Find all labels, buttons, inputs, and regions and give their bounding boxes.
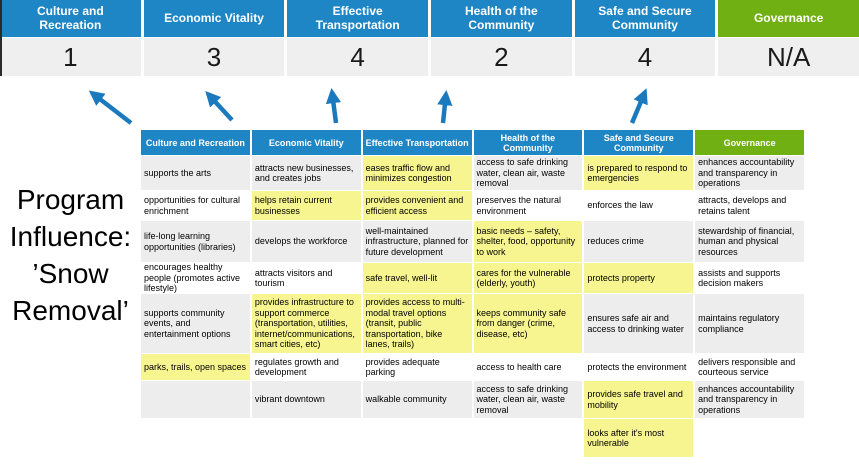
matrix-cell-r2-c1: develops the workforce bbox=[252, 221, 361, 262]
matrix-cell-r1-c2: provides convenient and efficient access bbox=[363, 191, 472, 220]
matrix-cell-r6-c2: walkable community bbox=[363, 381, 472, 418]
matrix-cell-r4-c4: ensures safe air and access to drinking water bbox=[584, 294, 693, 353]
matrix-cell-r4-c1: provides infrastructure to support commerce (transportation, utilities, internet/communications, smart cities, etc) bbox=[252, 294, 361, 353]
arrow-health-community bbox=[443, 94, 446, 123]
matrix-cell-r7-c1 bbox=[252, 419, 361, 457]
matrix-cell-r1-c5: attracts, develops and retains talent bbox=[695, 191, 804, 220]
matrix-cell-r2-c4: reduces crime bbox=[584, 221, 693, 262]
influence-matrix bbox=[141, 130, 804, 457]
matrix-cell-r2-c0: life-long learning opportunities (libraries) bbox=[141, 221, 250, 262]
matrix-cell-r5-c2: provides adequate parking bbox=[363, 354, 472, 380]
matrix-cell-r0-c3: access to safe drinking water, clean air, waste removal bbox=[474, 156, 583, 190]
program-influence-line: Removal’ bbox=[12, 295, 129, 326]
scoreboard-header-2: Effective Transportation bbox=[287, 0, 428, 37]
matrix-cell-r2-c2: well-maintained infrastructure, planned for future development bbox=[363, 221, 472, 262]
program-influence-line: Influence: bbox=[9, 221, 132, 252]
matrix-header-1: Economic Vitality bbox=[252, 130, 361, 155]
matrix-cell-r4-c3: keeps community safe from danger (crime, disease, etc) bbox=[474, 294, 583, 353]
matrix-cell-r4-c5: maintains regulatory compliance bbox=[695, 294, 804, 353]
scoreboard-header-0: Culture and Recreation bbox=[0, 0, 141, 37]
matrix-cell-r3-c4: protects property bbox=[584, 263, 693, 293]
scoreboard bbox=[0, 0, 859, 76]
matrix-cell-r5-c4: protects the environment bbox=[584, 354, 693, 380]
matrix-cell-r0-c4: is prepared to respond to emergencies bbox=[584, 156, 693, 190]
matrix-cell-r0-c1: attracts new businesses, and creates jobs bbox=[252, 156, 361, 190]
matrix-cell-r6-c4: provides safe travel and mobility bbox=[584, 381, 693, 418]
scoreboard-value-2: 4 bbox=[287, 38, 428, 76]
matrix-header-4: Safe and Secure Community bbox=[584, 130, 693, 155]
matrix-cell-r0-c5: enhances accountability and transparency in operations bbox=[695, 156, 804, 190]
matrix-header-5: Governance bbox=[695, 130, 804, 155]
slide-left-edge bbox=[0, 0, 2, 76]
matrix-cell-r0-c0: supports the arts bbox=[141, 156, 250, 190]
scoreboard-header-5: Governance bbox=[718, 0, 859, 37]
scoreboard-header-3: Health of the Community bbox=[431, 0, 572, 37]
matrix-cell-r5-c5: delivers responsible and courteous service bbox=[695, 354, 804, 380]
scoreboard-value-4: 4 bbox=[575, 38, 716, 76]
matrix-cell-r7-c0 bbox=[141, 419, 250, 457]
matrix-cell-r6-c1: vibrant downtown bbox=[252, 381, 361, 418]
matrix-cell-r7-c4: looks after it's most vulnerable bbox=[584, 419, 693, 457]
matrix-cell-r6-c3: access to safe drinking water, clean air, waste removal bbox=[474, 381, 583, 418]
scoreboard-header-4: Safe and Secure Community bbox=[575, 0, 716, 37]
matrix-cell-r0-c2: eases traffic flow and minimizes congestion bbox=[363, 156, 472, 190]
arrow-safe-secure-community bbox=[632, 92, 645, 123]
scoreboard-value-5: N/A bbox=[718, 38, 859, 76]
matrix-header-2: Effective Transportation bbox=[363, 130, 472, 155]
arrow-economic-vitality bbox=[208, 94, 232, 120]
scoreboard-value-0: 1 bbox=[0, 38, 141, 76]
scoreboard-header-1: Economic Vitality bbox=[144, 0, 285, 37]
matrix-cell-r3-c2: safe travel, well-lit bbox=[363, 263, 472, 293]
matrix-cell-r3-c1: attracts visitors and tourism bbox=[252, 263, 361, 293]
matrix-cell-r5-c1: regulates growth and development bbox=[252, 354, 361, 380]
matrix-cell-r1-c3: preserves the natural environment bbox=[474, 191, 583, 220]
matrix-cell-r5-c3: access to health care bbox=[474, 354, 583, 380]
matrix-cell-r4-c0: supports community events, and entertainment options bbox=[141, 294, 250, 353]
matrix-cell-r2-c3: basic needs – safety, shelter, food, opportunity to work bbox=[474, 221, 583, 262]
matrix-cell-r3-c5: assists and supports decision makers bbox=[695, 263, 804, 293]
matrix-cell-r6-c5: enhances accountability and transparency in operations bbox=[695, 381, 804, 418]
matrix-cell-r3-c0: encourages healthy people (promotes active lifestyle) bbox=[141, 263, 250, 293]
program-influence-line: ’Snow bbox=[32, 258, 109, 289]
matrix-cell-r1-c1: helps retain current businesses bbox=[252, 191, 361, 220]
matrix-cell-r7-c3 bbox=[474, 419, 583, 457]
program-influence-label bbox=[0, 181, 141, 329]
matrix-cell-r4-c2: provides access to multi-modal travel options (transit, public transportation, bike lanes, trails) bbox=[363, 294, 472, 353]
scoreboard-value-1: 3 bbox=[144, 38, 285, 76]
matrix-cell-r2-c5: stewardship of financial, human and physical resources bbox=[695, 221, 804, 262]
matrix-cell-r6-c0 bbox=[141, 381, 250, 418]
matrix-cell-r7-c2 bbox=[363, 419, 472, 457]
matrix-cell-r1-c4: enforces the law bbox=[584, 191, 693, 220]
matrix-header-0: Culture and Recreation bbox=[141, 130, 250, 155]
matrix-cell-r5-c0: parks, trails, open spaces bbox=[141, 354, 250, 380]
arrow-effective-transportation bbox=[332, 92, 336, 123]
arrow-culture-recreation bbox=[92, 93, 131, 123]
program-influence-line: Program bbox=[16, 184, 125, 215]
matrix-cell-r3-c3: cares for the vulnerable (elderly, youth) bbox=[474, 263, 583, 293]
matrix-cell-r1-c0: opportunities for cultural enrichment bbox=[141, 191, 250, 220]
matrix-header-3: Health of the Community bbox=[474, 130, 583, 155]
matrix-cell-r7-c5 bbox=[695, 419, 804, 457]
scoreboard-value-3: 2 bbox=[431, 38, 572, 76]
